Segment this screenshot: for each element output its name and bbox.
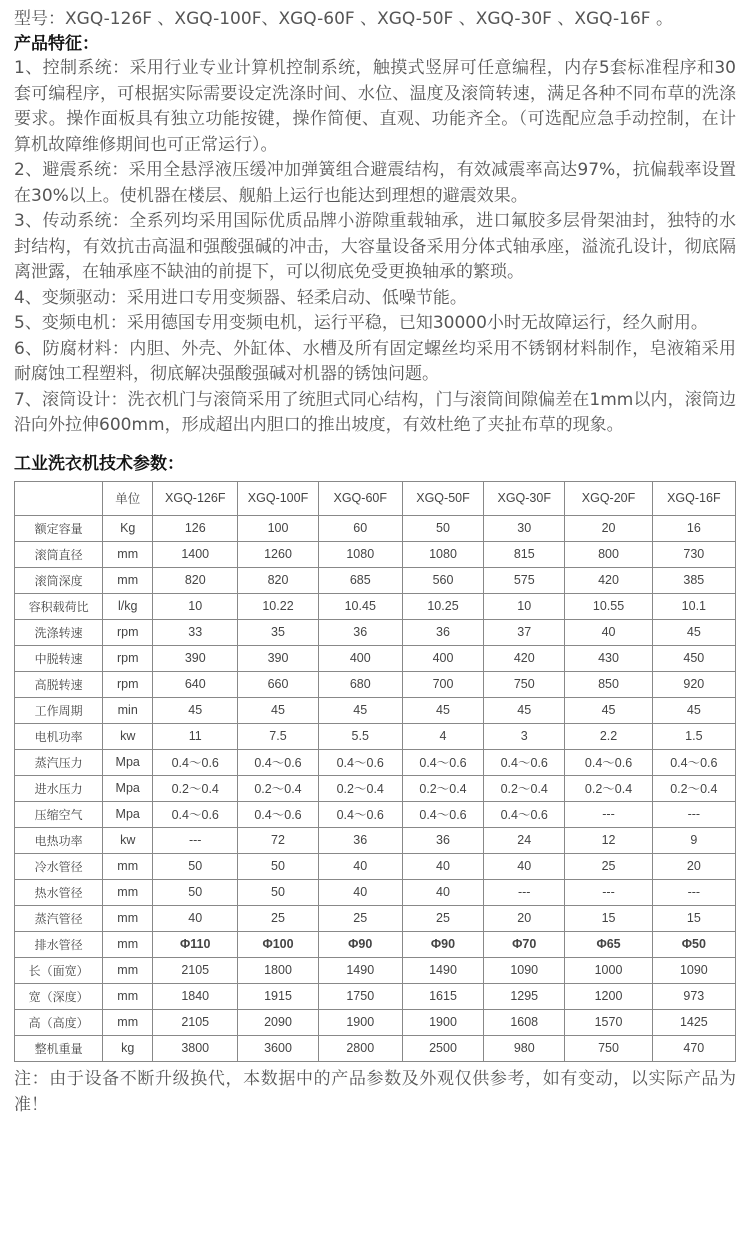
unit-cell: kw bbox=[103, 827, 153, 853]
value-cell: 0.4～0.6 bbox=[238, 801, 318, 827]
value-cell: 40 bbox=[402, 879, 483, 905]
unit-cell: mm bbox=[103, 957, 153, 983]
table-row bbox=[15, 749, 736, 775]
value-cell: 1490 bbox=[402, 957, 483, 983]
value-cell: 50 bbox=[153, 853, 238, 879]
row-label-cell: 蒸汽管径 bbox=[15, 905, 103, 931]
value-cell: 10 bbox=[153, 593, 238, 619]
row-label-cell: 高脱转速 bbox=[15, 671, 103, 697]
value-cell: 45 bbox=[153, 697, 238, 723]
table-row bbox=[15, 645, 736, 671]
value-cell: 1080 bbox=[318, 541, 402, 567]
value-cell: 45 bbox=[318, 697, 402, 723]
value-cell: 10.55 bbox=[565, 593, 652, 619]
header-cell: XGQ-60F bbox=[318, 481, 402, 515]
value-cell: 10.1 bbox=[652, 593, 735, 619]
value-cell: 575 bbox=[484, 567, 565, 593]
value-cell: 1090 bbox=[652, 957, 735, 983]
row-label-cell: 热水管径 bbox=[15, 879, 103, 905]
value-cell: 1608 bbox=[484, 1009, 565, 1035]
model-line: 型号：XGQ-126F 、XGQ-100F、XGQ-60F 、XGQ-50F 、XGQ-30F 、XGQ-16F 。 bbox=[14, 9, 673, 29]
value-cell: 36 bbox=[402, 827, 483, 853]
value-cell: 0.4～0.6 bbox=[318, 749, 402, 775]
value-cell: 10.25 bbox=[402, 593, 483, 619]
unit-cell: mm bbox=[103, 983, 153, 1009]
value-cell: 36 bbox=[318, 827, 402, 853]
value-cell: --- bbox=[652, 879, 735, 905]
value-cell: 0.4～0.6 bbox=[238, 749, 318, 775]
value-cell: 0.4～0.6 bbox=[153, 801, 238, 827]
header-cell: XGQ-50F bbox=[402, 481, 483, 515]
table-row bbox=[15, 853, 736, 879]
value-cell: --- bbox=[652, 801, 735, 827]
value-cell: --- bbox=[484, 879, 565, 905]
value-cell: 36 bbox=[402, 619, 483, 645]
table-row bbox=[15, 827, 736, 853]
value-cell: 430 bbox=[565, 645, 652, 671]
value-cell: 4 bbox=[402, 723, 483, 749]
value-cell: 2800 bbox=[318, 1035, 402, 1061]
header-corner-cell bbox=[15, 481, 103, 515]
value-cell: 45 bbox=[652, 619, 735, 645]
table-row bbox=[15, 671, 736, 697]
header-cell: 单位 bbox=[103, 481, 153, 515]
feature-item: 1、控制系统：采用行业专业计算机控制系统，触摸式竖屏可任意编程，内存5套标准程序和30套可编程序，可根据实际需要设定洗涤时间、水位、温度及滚筒转速，满足各种不同布草的洗涤要求。操作面板具有独立功能按键，操作简便、直观、功能齐全。（可选配应急手动控制，在计算机故障维修期间也可正常运行）。 bbox=[14, 58, 736, 155]
header-cell: XGQ-30F bbox=[484, 481, 565, 515]
value-cell: 25 bbox=[318, 905, 402, 931]
value-cell: 2105 bbox=[153, 1009, 238, 1035]
value-cell: 1200 bbox=[565, 983, 652, 1009]
value-cell: 35 bbox=[238, 619, 318, 645]
value-cell: 0.2～0.4 bbox=[153, 775, 238, 801]
value-cell: 40 bbox=[565, 619, 652, 645]
value-cell: 420 bbox=[484, 645, 565, 671]
unit-cell: mm bbox=[103, 567, 153, 593]
row-label-cell: 长（面宽） bbox=[15, 957, 103, 983]
value-cell: 0.2～0.4 bbox=[565, 775, 652, 801]
unit-cell: rpm bbox=[103, 619, 153, 645]
value-cell: 0.2～0.4 bbox=[238, 775, 318, 801]
table-row bbox=[15, 723, 736, 749]
row-label-cell: 洗涤转速 bbox=[15, 619, 103, 645]
value-cell: 400 bbox=[402, 645, 483, 671]
table-row bbox=[15, 1009, 736, 1035]
row-label-cell: 滚筒直径 bbox=[15, 541, 103, 567]
value-cell: 2105 bbox=[153, 957, 238, 983]
value-cell: 50 bbox=[238, 879, 318, 905]
value-cell: 40 bbox=[318, 853, 402, 879]
feature-item: 5、变频电机：采用德国专用变频电机，运行平稳，已知30000小时无故障运行，经久耐用。 bbox=[14, 313, 708, 333]
value-cell: 25 bbox=[565, 853, 652, 879]
value-cell: 400 bbox=[318, 645, 402, 671]
value-cell: 7.5 bbox=[238, 723, 318, 749]
row-label-cell: 排水管径 bbox=[15, 931, 103, 957]
value-cell: 920 bbox=[652, 671, 735, 697]
row-label-cell: 容积载荷比 bbox=[15, 593, 103, 619]
value-cell: 685 bbox=[318, 567, 402, 593]
value-cell: 33 bbox=[153, 619, 238, 645]
value-cell: 0.2～0.4 bbox=[484, 775, 565, 801]
unit-cell: Mpa bbox=[103, 749, 153, 775]
header-cell: XGQ-126F bbox=[153, 481, 238, 515]
value-cell: 820 bbox=[153, 567, 238, 593]
value-cell: --- bbox=[565, 801, 652, 827]
value-cell: 0.2～0.4 bbox=[318, 775, 402, 801]
value-cell: 980 bbox=[484, 1035, 565, 1061]
value-cell: 1915 bbox=[238, 983, 318, 1009]
unit-cell: Kg bbox=[103, 515, 153, 541]
value-cell: 0.2～0.4 bbox=[652, 775, 735, 801]
value-cell: 1.5 bbox=[652, 723, 735, 749]
value-cell: 1260 bbox=[238, 541, 318, 567]
row-label-cell: 整机重量 bbox=[15, 1035, 103, 1061]
value-cell: 420 bbox=[565, 567, 652, 593]
value-cell: --- bbox=[153, 827, 238, 853]
value-cell: 2.2 bbox=[565, 723, 652, 749]
feature-item: 3、传动系统：全系列均采用国际优质品牌小游隙重载轴承，进口氟胶多层骨架油封，独特的水封结构，有效抗击高温和强酸强碱的冲击，大容量设备采用分体式轴承座，溢流孔设计，彻底隔离泄露，在轴承座不缺油的前提下，可以彻底免受更换轴承的繁琐。 bbox=[14, 211, 736, 282]
unit-cell: mm bbox=[103, 853, 153, 879]
value-cell: 3600 bbox=[238, 1035, 318, 1061]
unit-cell: mm bbox=[103, 879, 153, 905]
value-cell: 16 bbox=[652, 515, 735, 541]
unit-cell: Mpa bbox=[103, 775, 153, 801]
value-cell: 3 bbox=[484, 723, 565, 749]
value-cell: 1080 bbox=[402, 541, 483, 567]
value-cell: 50 bbox=[153, 879, 238, 905]
table-row bbox=[15, 567, 736, 593]
unit-cell: rpm bbox=[103, 671, 153, 697]
features-title: 产品特征： bbox=[14, 34, 99, 54]
value-cell: 20 bbox=[484, 905, 565, 931]
value-cell: 72 bbox=[238, 827, 318, 853]
value-cell: 11 bbox=[153, 723, 238, 749]
value-cell: Φ100 bbox=[238, 931, 318, 957]
value-cell: 1295 bbox=[484, 983, 565, 1009]
value-cell: 1800 bbox=[238, 957, 318, 983]
value-cell: 36 bbox=[318, 619, 402, 645]
value-cell: 45 bbox=[402, 697, 483, 723]
table-row bbox=[15, 515, 736, 541]
unit-cell: mm bbox=[103, 931, 153, 957]
value-cell: 50 bbox=[402, 515, 483, 541]
features-list bbox=[14, 56, 736, 439]
table-row bbox=[15, 879, 736, 905]
table-row bbox=[15, 593, 736, 619]
spec-table bbox=[14, 481, 736, 1062]
value-cell: 45 bbox=[652, 697, 735, 723]
value-cell: 0.4～0.6 bbox=[652, 749, 735, 775]
value-cell: 45 bbox=[565, 697, 652, 723]
value-cell: 1000 bbox=[565, 957, 652, 983]
unit-cell: mm bbox=[103, 1009, 153, 1035]
value-cell: 30 bbox=[484, 515, 565, 541]
value-cell: 40 bbox=[402, 853, 483, 879]
value-cell: 640 bbox=[153, 671, 238, 697]
value-cell: 60 bbox=[318, 515, 402, 541]
value-cell: 15 bbox=[652, 905, 735, 931]
value-cell: 1425 bbox=[652, 1009, 735, 1035]
value-cell: Φ90 bbox=[402, 931, 483, 957]
value-cell: Φ110 bbox=[153, 931, 238, 957]
value-cell: 1615 bbox=[402, 983, 483, 1009]
feature-item: 6、防腐材料：内胆、外壳、外缸体、水槽及所有固定螺丝均采用不锈钢材料制作，皂液箱采用耐腐蚀工程塑料，彻底解决强酸强碱对机器的锈蚀问题。 bbox=[14, 338, 736, 384]
unit-cell: mm bbox=[103, 541, 153, 567]
value-cell: 0.4～0.6 bbox=[153, 749, 238, 775]
value-cell: 815 bbox=[484, 541, 565, 567]
table-row bbox=[15, 697, 736, 723]
value-cell: Φ70 bbox=[484, 931, 565, 957]
table-row bbox=[15, 931, 736, 957]
value-cell: 20 bbox=[565, 515, 652, 541]
value-cell: 2500 bbox=[402, 1035, 483, 1061]
value-cell: 40 bbox=[318, 879, 402, 905]
value-cell: 450 bbox=[652, 645, 735, 671]
disclaimer-note: 注：由于设备不断升级换代，本数据中的产品参数及外观仅供参考，如有变动，以实际产品为准！ bbox=[14, 1068, 736, 1115]
value-cell: 15 bbox=[565, 905, 652, 931]
value-cell: 1570 bbox=[565, 1009, 652, 1035]
table-row bbox=[15, 619, 736, 645]
feature-item: 7、滚筒设计：洗衣机门与滚筒采用了统胆式同心结构，门与滚筒间隙偏差在1mm以内，滚筒边沿向外拉伸600mm，形成超出内胆口的推出坡度，有效杜绝了夹扯布草的现象。 bbox=[14, 389, 736, 435]
value-cell: Φ65 bbox=[565, 931, 652, 957]
table-header-row bbox=[15, 481, 736, 515]
row-label-cell: 高（高度） bbox=[15, 1009, 103, 1035]
unit-cell: rpm bbox=[103, 645, 153, 671]
value-cell: 5.5 bbox=[318, 723, 402, 749]
value-cell: Φ90 bbox=[318, 931, 402, 957]
row-label-cell: 电机功率 bbox=[15, 723, 103, 749]
value-cell: 750 bbox=[565, 1035, 652, 1061]
value-cell: 37 bbox=[484, 619, 565, 645]
value-cell: 25 bbox=[402, 905, 483, 931]
value-cell: 40 bbox=[153, 905, 238, 931]
value-cell: 0.4～0.6 bbox=[484, 749, 565, 775]
value-cell: 0.4～0.6 bbox=[402, 749, 483, 775]
feature-item: 2、避震系统：采用全悬浮液压缓冲加弹簧组合避震结构，有效减震率高达97%，抗偏载率设置在30%以上。使机器在楼层、舰船上运行也能达到理想的避震效果。 bbox=[14, 160, 736, 206]
value-cell: 1400 bbox=[153, 541, 238, 567]
table-row bbox=[15, 541, 736, 567]
row-label-cell: 额定容量 bbox=[15, 515, 103, 541]
value-cell: 680 bbox=[318, 671, 402, 697]
unit-cell: l/kg bbox=[103, 593, 153, 619]
unit-cell: min bbox=[103, 697, 153, 723]
value-cell: 1900 bbox=[402, 1009, 483, 1035]
value-cell: 560 bbox=[402, 567, 483, 593]
row-label-cell: 宽（深度） bbox=[15, 983, 103, 1009]
value-cell: 45 bbox=[484, 697, 565, 723]
value-cell: 660 bbox=[238, 671, 318, 697]
value-cell: 0.4～0.6 bbox=[402, 801, 483, 827]
value-cell: 10 bbox=[484, 593, 565, 619]
row-label-cell: 冷水管径 bbox=[15, 853, 103, 879]
value-cell: Φ50 bbox=[652, 931, 735, 957]
row-label-cell: 滚筒深度 bbox=[15, 567, 103, 593]
unit-cell: kg bbox=[103, 1035, 153, 1061]
table-row bbox=[15, 775, 736, 801]
value-cell: 750 bbox=[484, 671, 565, 697]
unit-cell: Mpa bbox=[103, 801, 153, 827]
value-cell: 0.4～0.6 bbox=[484, 801, 565, 827]
value-cell: 700 bbox=[402, 671, 483, 697]
value-cell: 20 bbox=[652, 853, 735, 879]
value-cell: 50 bbox=[238, 853, 318, 879]
value-cell: 40 bbox=[484, 853, 565, 879]
row-label-cell: 压缩空气 bbox=[15, 801, 103, 827]
row-label-cell: 进水压力 bbox=[15, 775, 103, 801]
value-cell: 800 bbox=[565, 541, 652, 567]
value-cell: 12 bbox=[565, 827, 652, 853]
unit-cell: mm bbox=[103, 905, 153, 931]
value-cell: 0.4～0.6 bbox=[318, 801, 402, 827]
row-label-cell: 蒸汽压力 bbox=[15, 749, 103, 775]
value-cell: 470 bbox=[652, 1035, 735, 1061]
value-cell: 9 bbox=[652, 827, 735, 853]
header-cell: XGQ-16F bbox=[652, 481, 735, 515]
value-cell: 3800 bbox=[153, 1035, 238, 1061]
value-cell: 0.4～0.6 bbox=[565, 749, 652, 775]
value-cell: 1090 bbox=[484, 957, 565, 983]
table-row bbox=[15, 801, 736, 827]
value-cell: 1840 bbox=[153, 983, 238, 1009]
value-cell: 850 bbox=[565, 671, 652, 697]
value-cell: 390 bbox=[238, 645, 318, 671]
value-cell: 45 bbox=[238, 697, 318, 723]
header-cell: XGQ-100F bbox=[238, 481, 318, 515]
value-cell: 973 bbox=[652, 983, 735, 1009]
value-cell: 24 bbox=[484, 827, 565, 853]
value-cell: 2090 bbox=[238, 1009, 318, 1035]
row-label-cell: 电热功率 bbox=[15, 827, 103, 853]
table-row bbox=[15, 957, 736, 983]
value-cell: 730 bbox=[652, 541, 735, 567]
value-cell: 385 bbox=[652, 567, 735, 593]
value-cell: 1490 bbox=[318, 957, 402, 983]
row-label-cell: 工作周期 bbox=[15, 697, 103, 723]
table-title: 工业洗衣机技术参数： bbox=[14, 453, 184, 474]
table-row bbox=[15, 1035, 736, 1061]
value-cell: 126 bbox=[153, 515, 238, 541]
row-label-cell: 中脱转速 bbox=[15, 645, 103, 671]
value-cell: 10.45 bbox=[318, 593, 402, 619]
value-cell: 0.2～0.4 bbox=[402, 775, 483, 801]
value-cell: 1900 bbox=[318, 1009, 402, 1035]
value-cell: 1750 bbox=[318, 983, 402, 1009]
value-cell: 820 bbox=[238, 567, 318, 593]
value-cell: 390 bbox=[153, 645, 238, 671]
table-row bbox=[15, 983, 736, 1009]
value-cell: --- bbox=[565, 879, 652, 905]
value-cell: 10.22 bbox=[238, 593, 318, 619]
value-cell: 100 bbox=[238, 515, 318, 541]
unit-cell: kw bbox=[103, 723, 153, 749]
value-cell: 25 bbox=[238, 905, 318, 931]
table-row bbox=[15, 905, 736, 931]
feature-item: 4、变频驱动：采用进口专用变频器、轻柔启动、低噪节能。 bbox=[14, 287, 467, 308]
header-cell: XGQ-20F bbox=[565, 481, 652, 515]
